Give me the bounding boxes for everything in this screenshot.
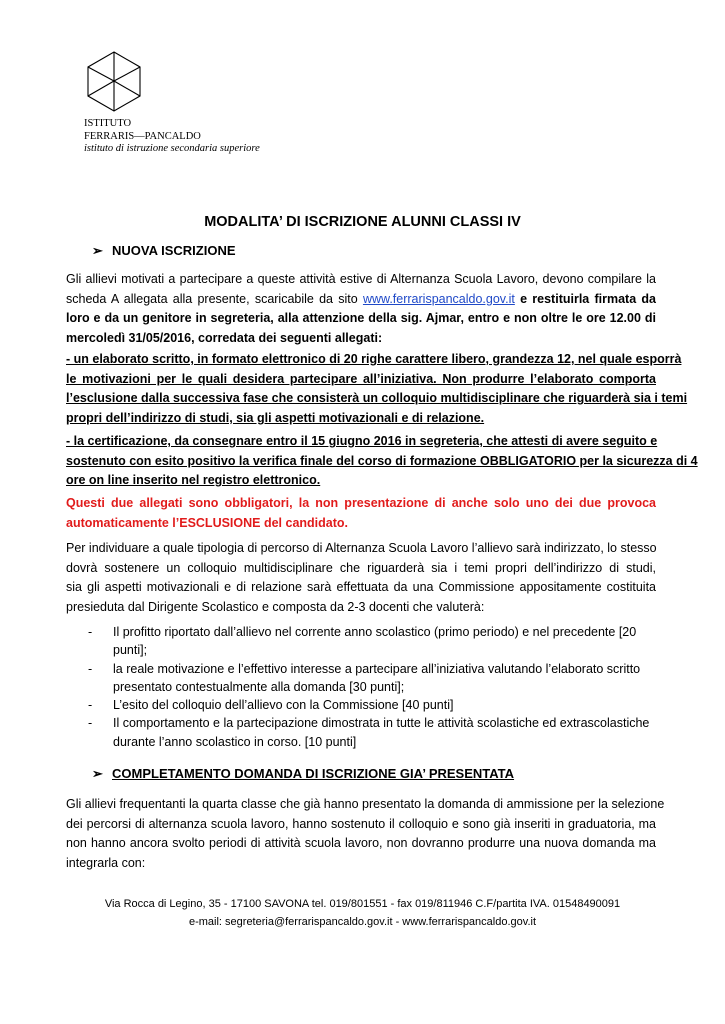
paragraph-completion [66,795,665,873]
text-line: dovrà sostenere un colloquio multidisciplinare che riguarderà sia i temi propri dell’indirizzo di studi, [66,560,656,575]
text-line: integrarla con: [66,855,146,870]
list-item [88,714,656,751]
paragraph-attachment-essay [66,350,688,428]
logo-line-name: FERRARIS—PANCALDO [84,130,201,142]
cube-logo-icon [84,50,144,112]
dash-bullet: - [88,625,93,639]
text-line: le motivazioni per le quali desidera partecipare all’iniziativa. Non produrre l’elaborato comporta [66,371,656,386]
text-line: l’esclusione dalla successiva fase che consisterà un colloquio multidisciplinare che riguarderà sia i temi [66,391,688,406]
list-item [88,696,656,714]
section-heading-nuova-iscrizione [92,243,236,259]
text-line: Per individuare a quale tipologia di percorso di Alternanza Scuola Lavoro l’allievo sarà indirizzato, lo stesso [66,541,657,555]
paragraph-selection-process [66,539,656,617]
paragraph-warning [66,494,656,533]
text-line: Questi due allegati sono obbligatori, la non presentazione di anche solo uno dei due provoca [66,496,656,510]
footer-contacts: e-mail: segreteria@ferrarispancaldo.gov.it - www.ferrarispancaldo.gov.it [188,916,536,928]
footer-address: Via Rocca di Legino, 35 - 17100 SAVONA tel. 019/801551 - fax 019/811946 C.F/partita IVA. 01548490091 [104,898,621,910]
section-heading-completamento [92,766,514,782]
paragraph-attachment-certification [66,432,698,491]
text-span: e restituirla firmata da [514,291,656,306]
paragraph-intro [66,270,656,348]
text-line: non hanno ancora svolto periodi di attività scuola lavoro, non dovranno produrre una nuova domanda ma [66,836,656,851]
list-item-text: L’esito del colloquio dell’allievo con la Commissione [40 punti] [113,698,454,713]
list-item-text: Il comportamento e la partecipazione dimostrata in tutte le attività scolastiche ed extrascolastiche durante l’anno scolastico in corso. [10 punti] [113,716,650,749]
text-line: - un elaborato scritto, in formato elettronico di 20 righe carattere libero, grandezza 12, nel quale esporrà [66,352,682,366]
text-line: presieduta dal Dirigente Scolastico e composta da 2-3 docenti che valuterà: [66,599,485,614]
logo-line-subtitle: istituto di istruzione secondaria superiore [84,143,260,154]
evaluation-criteria-list [88,623,656,751]
list-item [88,623,656,660]
website-link[interactable]: www.ferrarispancaldo.gov.it [362,291,515,306]
list-item-text: la reale motivazione e l’effettivo interesse a partecipare all’iniziativa valutando l’elaborato scritto presentato contestualmente alla domanda [30 punti]; [113,661,641,694]
text-line: propri dell’indirizzo di studi, sia gli aspetti motivazionali e di relazione. [66,410,485,425]
text-line: ore on line inserito nel registro elettronico. [66,473,321,488]
dash-bullet: - [88,698,93,713]
list-item [88,660,656,697]
dash-bullet: - [88,716,93,731]
section-label: COMPLETAMENTO DOMANDA DI ISCRIZIONE GIA’ PRESENTATA [112,766,515,781]
text-line: dei percorsi di alternanza scuola lavoro, hanno sostenuto il colloquio e sono già inseriti in graduatoria, ma [66,816,656,831]
page-footer [0,895,725,931]
institute-name [84,118,260,156]
text-line: - la certificazione, da consegnare entro il 15 giugno 2016 in segreteria, che attesti di avere seguito e [66,434,658,448]
list-item-text: Il profitto riportato dall’allievo nel corrente anno scolastico (primo periodo) e nel precedente [20 punti]; [113,625,637,658]
text-line: automaticamente l’ESCLUSIONE del candidato. [66,515,349,530]
text-line: Gli allievi motivati a partecipare a queste attività estive di Alternanza Scuola Lavoro, devono compilare la [66,272,656,286]
text-line [66,290,656,310]
arrow-bullet-icon: ➢ [92,243,103,258]
institute-logo [84,50,144,117]
text-line: mercoledì 31/05/2016, corredata dei seguenti allegati: [66,330,383,345]
text-line: Gli allievi frequentanti la quarta classe che già hanno presentato la domanda di ammissione per la selezione [66,797,665,811]
text-span: scheda A allegata alla presente, scaricabile da sito [66,291,363,306]
text-line: sostenuto con esito positivo la verifica finale del corso di formazione OBBLIGATORIO per la sicurezza di 4 [66,453,698,468]
text-line: sia gli aspetti motivazionali e di relazione sarà effettuata da una Commissione appositamente costituita [66,580,656,595]
arrow-bullet-icon: ➢ [92,766,103,781]
text-line: loro e da un genitore in segreteria, alla attenzione della sig. Ajmar, entro e non oltre le ore 12.00 di [66,311,656,326]
logo-line-istituto: ISTITUTO [84,118,132,129]
section-label: NUOVA ISCRIZIONE [112,243,236,258]
page-title: MODALITA’ DI ISCRIZIONE ALUNNI CLASSI IV [204,214,521,230]
dash-bullet: - [88,661,93,676]
